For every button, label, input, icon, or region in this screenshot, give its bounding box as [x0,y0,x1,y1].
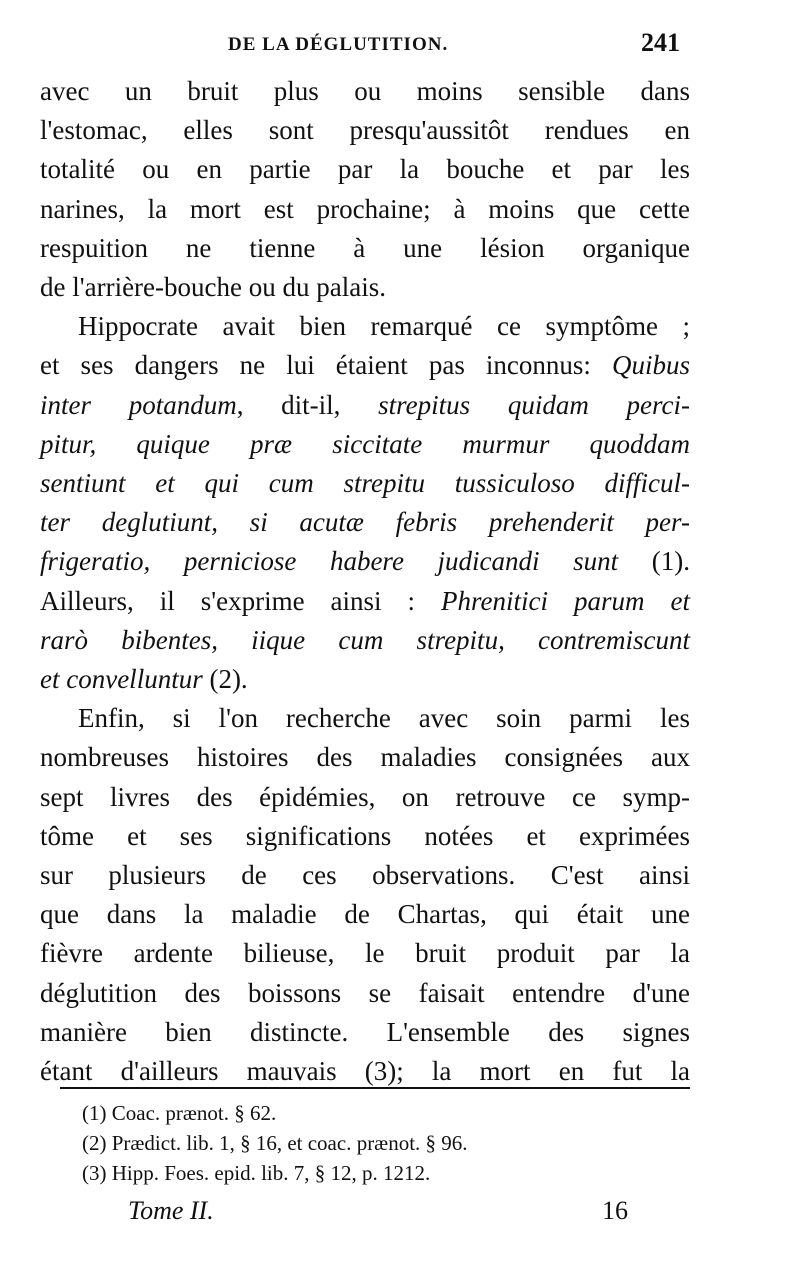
footnote-1: (1) Coac. prænot. § 62. [82,1101,277,1125]
text-line [40,346,690,385]
text-segment: que dans la maladie de Chartas, qui était une [40,899,690,930]
page-number: 241 [641,28,680,57]
text-line [40,386,690,425]
text-line [40,307,690,346]
text-segment: narines, la mort est prochaine; à moins que cette [40,193,690,224]
text-line [40,974,690,1013]
paragraph [40,699,690,1091]
paragraph [40,72,690,307]
italic-segment: sentiunt et qui cum strepitu tussiculoso difficul- [40,468,690,499]
italic-segment: pitur, quique præ siccitate murmur quoddam [40,428,690,459]
footnotes [82,1098,692,1188]
signature-line [128,1196,628,1232]
volume-label: Tome II. [128,1196,214,1225]
text-segment: totalité ou en partie par la bouche et par les [40,154,690,185]
text-line [40,1052,690,1091]
text-line [40,856,690,895]
text-segment: fièvre ardente bilieuse, le bruit produit par la [40,938,690,969]
text-line [40,738,690,777]
body-text [40,72,690,1091]
text-segment: sur plusieurs de ces observations. C'est ainsi [40,860,690,891]
text-line [40,778,690,817]
italic-segment: et convelluntur [40,664,203,695]
paragraph [40,307,690,699]
italic-segment: strepitus quidam perci- [378,389,690,420]
page-header [40,28,680,68]
text-line [40,150,690,189]
text-segment: étant d'ailleurs mauvais (3); la mort en fut la [40,1056,690,1087]
text-line [40,621,690,660]
text-line [40,111,690,150]
text-line [40,229,690,268]
text-segment: sept livres des épidémies, on retrouve ce symp- [40,781,690,812]
text-segment: (2). [202,664,248,695]
text-segment: et ses dangers ne lui étaient pas inconnus: [40,350,612,381]
italic-segment: Phrenitici parum et [441,585,690,616]
running-title: DE LA DÉGLUTITION. [228,34,449,55]
footnote-rule [60,1087,690,1089]
italic-segment: frigeratio, perniciose habere judicandi sunt [40,546,619,577]
footnote-2: (2) Prædict. lib. 1, § 16, et coac. prænot. § 96. [82,1131,468,1155]
text-line [40,660,690,699]
text-line [40,503,690,542]
italic-segment: inter potandum [40,389,237,420]
text-segment: , dit-il, [236,389,379,420]
text-segment: de l'arrière-bouche ou du palais. [40,272,386,303]
text-line [40,582,690,621]
text-segment: manière bien distincte. L'ensemble des signes [40,1016,690,1047]
text-line [40,464,690,503]
text-line [40,1013,690,1052]
sheet-number: 16 [602,1196,628,1225]
italic-segment: rarò bibentes, iique cum strepitu, contremiscunt [40,624,690,655]
text-segment: Hippocrate avait bien remarqué ce symptôme ; [78,311,690,342]
text-segment: (1). [618,546,691,577]
text-line [40,699,690,738]
text-segment: Enfin, si l'on recherche avec soin parmi les [78,703,690,734]
text-segment: tôme et ses significations notées et exprimées [40,820,690,851]
text-line [40,817,690,856]
text-segment: avec un bruit plus ou moins sensible dans [40,76,690,106]
text-segment: l'estomac, elles sont presqu'aussitôt rendues en [40,115,690,146]
text-line [40,895,690,934]
text-segment: nombreuses histoires des maladies consignées aux [40,742,690,773]
italic-segment: ter deglutiunt, si acutæ febris prehenderit per- [40,507,690,538]
italic-segment: Quibus [611,350,690,381]
text-line [40,72,690,111]
text-segment: respuition ne tienne à une lésion organique [40,232,690,263]
text-line [40,542,690,581]
text-segment: Ailleurs, il s'exprime ainsi : [40,585,442,616]
text-line [40,934,690,973]
text-line [40,268,690,307]
text-segment: déglutition des boissons se faisait entendre d'une [40,977,690,1008]
text-line [40,190,690,229]
text-line [40,425,690,464]
footnote-3: (3) Hipp. Foes. epid. lib. 7, § 12, p. 1212. [82,1161,431,1185]
